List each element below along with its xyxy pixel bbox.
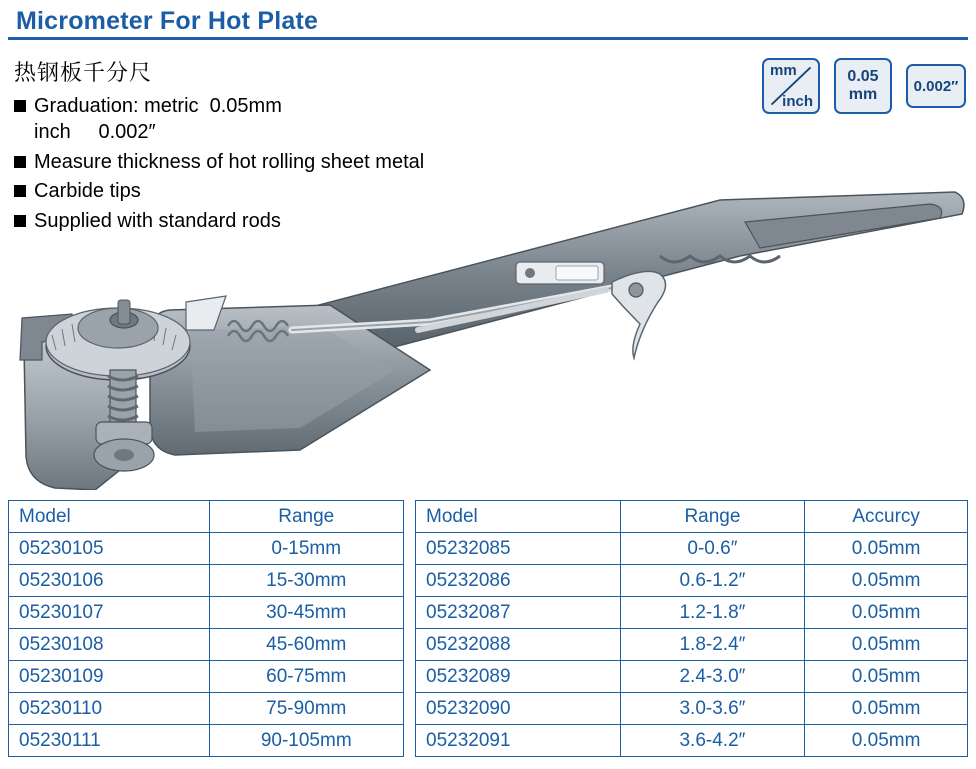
- page-title-bar: [8, 6, 968, 40]
- cell-model: 05230106: [9, 565, 210, 597]
- table-row: [416, 565, 968, 597]
- cell-model: 05230108: [9, 629, 210, 661]
- table-row: [9, 725, 404, 757]
- table-row: [9, 565, 404, 597]
- cell-model: 05230111: [9, 725, 210, 757]
- chinese-title: 热钢板千分尺: [14, 61, 153, 86]
- table-row: [416, 533, 968, 565]
- cell-range: 0-15mm: [209, 533, 404, 565]
- badge-inch-graduation: [906, 64, 966, 108]
- cell-range: 2.4-3.0″: [620, 661, 805, 693]
- cell-accuracy: 0.05mm: [805, 565, 968, 597]
- cell-accuracy: 0.05mm: [805, 533, 968, 565]
- table-row: [416, 661, 968, 693]
- table-row: [416, 693, 968, 725]
- spec-bullet-label: Supplied with standard rods: [34, 209, 281, 232]
- table-header-row: [9, 501, 404, 533]
- bullet-square-icon: [14, 156, 26, 168]
- cell-range: 0.6-1.2″: [620, 565, 805, 597]
- cell-model: 05232088: [416, 629, 621, 661]
- table-row: [416, 629, 968, 661]
- spec-bullet-label: Carbide tips: [34, 180, 141, 203]
- cell-accuracy: 0.05mm: [805, 693, 968, 725]
- table-row: [416, 725, 968, 757]
- column-header-model: Model: [9, 501, 210, 533]
- badge-value-line1: 0.002″: [913, 77, 959, 95]
- cell-range: 75-90mm: [209, 693, 404, 725]
- badge-mm-label: mm: [770, 62, 797, 79]
- table-row: [416, 597, 968, 629]
- cell-model: 05232086: [416, 565, 621, 597]
- cell-accuracy: 0.05mm: [805, 629, 968, 661]
- cell-range: 90-105mm: [209, 725, 404, 757]
- column-header-range: Range: [209, 501, 404, 533]
- table-row: [9, 661, 404, 693]
- inch-range-table: [415, 500, 968, 757]
- spec-bullet-graduation: [14, 93, 674, 119]
- cell-accuracy: 0.05mm: [805, 725, 968, 757]
- spec-graduation-inch: inch 0.002″: [34, 121, 156, 144]
- badge-mm-inch-icon: [762, 58, 820, 114]
- cell-accuracy: 0.05mm: [805, 661, 968, 693]
- cell-model: 05232090: [416, 693, 621, 725]
- cell-range: 45-60mm: [209, 629, 404, 661]
- cell-model: 05232087: [416, 597, 621, 629]
- micrometer-illustration: [0, 170, 976, 490]
- table-row: [9, 693, 404, 725]
- badge-value-line1: 0.05: [847, 67, 879, 85]
- cell-range: 30-45mm: [209, 597, 404, 629]
- cell-model: 05230105: [9, 533, 210, 565]
- column-header-range: Range: [620, 501, 805, 533]
- column-header-accuracy: Accurcy: [805, 501, 968, 533]
- table-row: [9, 533, 404, 565]
- cell-range: 3.0-3.6″: [620, 693, 805, 725]
- cell-range: 3.6-4.2″: [620, 725, 805, 757]
- cell-model: 05230110: [9, 693, 210, 725]
- product-image: [0, 170, 976, 490]
- cell-accuracy: 0.05mm: [805, 597, 968, 629]
- table-header-row: [416, 501, 968, 533]
- cell-model: 05230109: [9, 661, 210, 693]
- badge-inch-label: inch: [782, 93, 813, 110]
- table-row: [9, 629, 404, 661]
- metric-range-table: [8, 500, 404, 757]
- cell-model: 05232089: [416, 661, 621, 693]
- page-title: Micrometer For Hot Plate: [16, 7, 319, 35]
- feature-badges: [762, 58, 966, 114]
- cell-range: 1.2-1.8″: [620, 597, 805, 629]
- bullet-square-icon: [14, 100, 26, 112]
- cell-model: 05232091: [416, 725, 621, 757]
- badge-value-line2: mm: [848, 86, 878, 103]
- cell-model: 05232085: [416, 533, 621, 565]
- cell-range: 15-30mm: [209, 565, 404, 597]
- spec-bullet-label: Graduation: metric 0.05mm: [34, 95, 282, 117]
- cell-model: 05230107: [9, 597, 210, 629]
- cell-range: 60-75mm: [209, 661, 404, 693]
- cell-range: 1.8-2.4″: [620, 629, 805, 661]
- spec-bullet-label: Measure thickness of hot rolling sheet metal: [34, 150, 425, 173]
- table-row: [9, 597, 404, 629]
- column-header-model: Model: [416, 501, 621, 533]
- badge-metric-graduation: [834, 58, 892, 114]
- cell-range: 0-0.6″: [620, 533, 805, 565]
